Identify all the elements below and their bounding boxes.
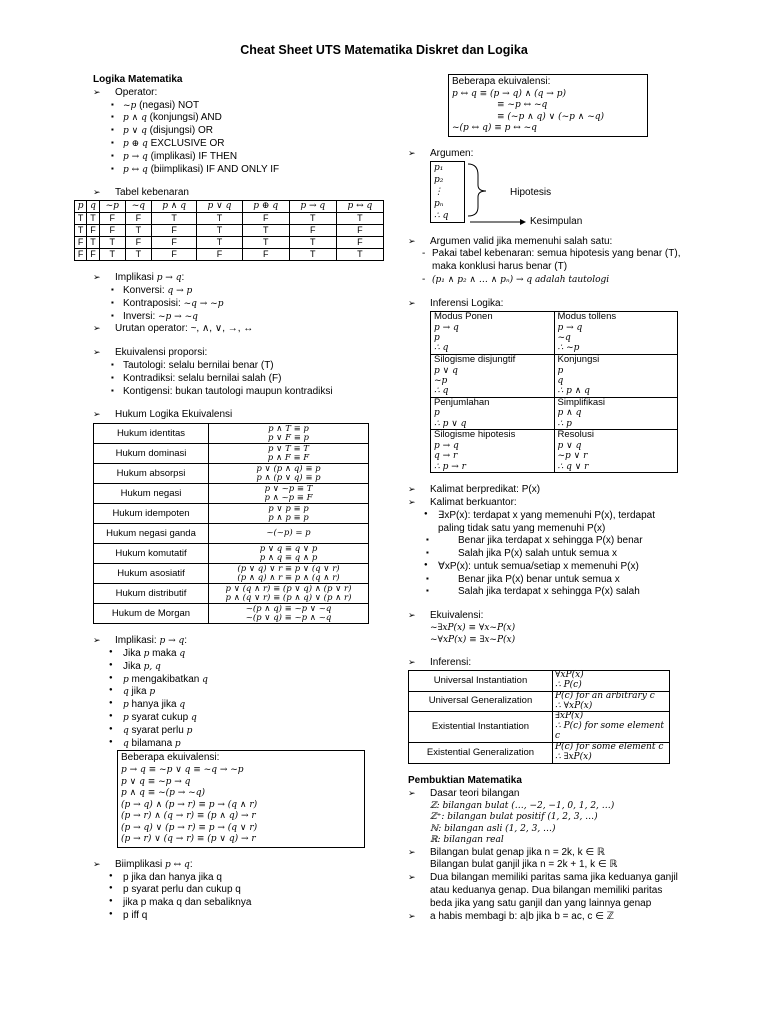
truth-cell: F (75, 237, 87, 249)
box-line: ~(p ↔ q) ≡ p ↔ ~q (452, 123, 537, 134)
law-row (94, 444, 369, 464)
truth-cell: F (75, 249, 87, 261)
section-pembuktian: Pembuktian Matematika (408, 774, 522, 786)
operator-list (93, 87, 375, 177)
truth-cell: T (75, 225, 87, 237)
ekuivalensi-line: ~∀xP(x) ≡ ∃x~P(x) (430, 634, 516, 645)
truth-cell: T (125, 225, 151, 237)
truth-header-cell: p ↔ q (336, 201, 383, 213)
law-name: Hukum dominasi (94, 444, 209, 464)
genap-item: ➢ Bilangan bulat genap jika n = 2k, k ∈ ℝ (408, 847, 683, 860)
truth-cell: T (197, 225, 242, 237)
law-name: Hukum distributif (94, 584, 209, 604)
dasar-line: ℕ: bilangan asli (1, 2, 3, …) (430, 823, 556, 834)
truth-cell: F (87, 249, 99, 261)
law-name: Hukum absorpsi (94, 464, 209, 484)
truth-header-cell: ~q (125, 201, 151, 213)
ganjil-item: Bilangan bulat ganjil jika n = 2k + 1, k ∈ ℝ (430, 859, 618, 871)
rule-cell: Modus Ponen p → q p ∴ q (431, 311, 555, 354)
law-formula: p ∧ T ≡ p p ∨ F ≡ p (209, 424, 369, 444)
right-column (408, 74, 683, 923)
habis-membagi-item: ➢ a habis membagi b: a|b jika b = ac, c ∈ ℤ (408, 911, 683, 924)
implikasi-phrase: ● q bilamana p (93, 738, 375, 751)
box-line: (p → q) ∧ (p → r) ≡ p → (q ∧ r) (121, 799, 258, 810)
rule-cell: Resolusi p ∨ q ~p ∨ r ∴ q ∨ r (554, 430, 678, 473)
ekuivalensi-line: ~∃xP(x) ≡ ∀x~P(x) (430, 623, 516, 634)
law-row (94, 564, 369, 584)
forall-sub: ▪ Salah jika terdapat x sehingga P(x) salah (408, 586, 683, 599)
law-row (94, 484, 369, 504)
truth-cell: T (336, 213, 383, 225)
biimplikasi-box (448, 74, 648, 137)
valid-item: - Pakai tabel kebenaran: semua hipotesis yang benar (T), maka konklusi harus benar (T) (408, 248, 683, 274)
law-name: Hukum komutatif (94, 544, 209, 564)
left-column (77, 74, 375, 923)
inversi-item: ▪ Inversi: ~p → ~q (93, 311, 375, 324)
implikasi-phrase: ● p mengakibatkan q (93, 674, 375, 687)
law-formula: p ∨ p ≡ p p ∧ p ≡ p (209, 504, 369, 524)
truth-table (74, 200, 384, 261)
operator-item: ▪ ~p (negasi) NOT (93, 100, 375, 113)
truth-cell: F (336, 237, 383, 249)
law-row (94, 504, 369, 524)
argumen-heading: ➢ Argumen: (408, 148, 683, 161)
box-line: (p → r) ∧ (q → r) ≡ (p ∧ q) → r (121, 811, 256, 822)
quant-rule-name: Existential Instantiation (409, 712, 553, 743)
implikasi-phrase: ● Jika p maka q (93, 648, 375, 661)
law-formula: ~(p ∧ q) ≡ ~p ∨ ~q ~(p ∨ q) ≡ ~p ∧ ~q (209, 604, 369, 624)
biimplikasi-phrase: ● jika p maka q dan sebaliknya (93, 897, 375, 910)
urutan-operator: ➢ Urutan operator: ~, ∧, ∨, →, ↔ (93, 323, 375, 336)
truth-row (75, 213, 384, 225)
law-name: Hukum de Morgan (94, 604, 209, 624)
valid-item: - (p₁ ∧ p₂ ∧ … ∧ pₙ) → q adalah tautologi (408, 274, 683, 287)
inferensi-heading: ➢ Inferensi Logika: (408, 298, 683, 311)
law-formula: p ∨ (p ∧ q) ≡ p p ∧ (p ∨ q) ≡ p (209, 464, 369, 484)
box-line: (p → r) ∨ (q → r) ≡ (p ∨ q) → r (121, 834, 256, 845)
truth-cell: F (125, 237, 151, 249)
forall-sub: ▪ Benar jika P(x) benar untuk semua x (408, 574, 683, 587)
kontraposisi-item: ▪ Kontraposisi: ~q → ~p (93, 298, 375, 311)
truth-cell: T (197, 237, 242, 249)
truth-header-cell: q (87, 201, 99, 213)
box-line: p → q ≡ ~p ∨ q ≡ ~q → ~p (121, 765, 244, 776)
implikasi-phrase: ● q jika p (93, 686, 375, 699)
rule-row (431, 430, 678, 473)
implikasi-phrase: ● Jika p, q (93, 661, 375, 674)
page-title: Cheat Sheet UTS Matematika Diskret dan Logika (240, 43, 528, 57)
truth-cell: T (289, 237, 336, 249)
quant-row (409, 743, 670, 764)
law-name: Hukum idempoten (94, 504, 209, 524)
law-row (94, 604, 369, 624)
truth-header-cell: p ⊕ q (242, 201, 289, 213)
inference-rules-table (430, 311, 678, 473)
dasar-line: ℤ⁺: bilangan bulat positif (1, 2, 3, …) (430, 812, 598, 823)
biimplikasi-phrase: ● p jika dan hanya jika q (93, 872, 375, 885)
kuantor-heading: ➢ Kalimat berkuantor: (408, 497, 683, 510)
truth-row (75, 249, 384, 261)
hipotesis-label: Hipotesis (510, 186, 552, 198)
box-line: p ∧ q ≡ ~(p → ~q) (121, 788, 205, 799)
quant-rule-formula: ∀xP(x) ∴ P(c) (553, 670, 670, 691)
laws-table (93, 423, 369, 624)
box-line: (p → q) ∨ (p → r) ≡ p → (q ∨ r) (121, 822, 258, 833)
truth-cell: F (336, 225, 383, 237)
rule-cell: Modus tollens p → q ~q ∴ ~p (554, 311, 678, 354)
truth-cell: F (197, 249, 242, 261)
truth-cell: T (99, 249, 125, 261)
truth-cell: F (151, 237, 196, 249)
operator-item: ▪ p ↔ q (biimplikasi) IF AND ONLY IF (93, 164, 375, 177)
law-formula: ~(~p) = p (209, 524, 369, 544)
paritas-item: ➢ Dua bilangan memiliki paritas sama jika keduanya ganjil atau keduanya genap. Dua bilangan memiliki paritas beda jika yang satu ganjil dan yang lainnya genap (408, 872, 683, 910)
law-formula: p ∨ (q ∧ r) ≡ (p ∨ q) ∧ (p ∨ r) p ∧ (q ∨ r) ≡ (p ∧ q) ∨ (p ∧ r) (209, 584, 369, 604)
truth-cell: T (75, 213, 87, 225)
operator-item: ▪ p ∧ q (konjungsi) AND (93, 112, 375, 125)
truth-cell: T (197, 213, 242, 225)
truth-cell: T (87, 213, 99, 225)
quantifier-inference-table (408, 670, 670, 764)
argumen-diagram (430, 161, 683, 225)
truth-cell: F (242, 213, 289, 225)
operator-item: ▪ p ∨ q (disjungsi) OR (93, 125, 375, 138)
truth-cell: F (99, 225, 125, 237)
dasar-heading: ➢ Dasar teori bilangan (408, 788, 683, 801)
ekuivalensi-heading: ➢ Ekuivalensi proporsi: (93, 347, 375, 360)
law-row (94, 584, 369, 604)
law-row (94, 524, 369, 544)
truth-table-heading: ➢ Tabel kebenaran (93, 187, 375, 200)
box-line: ≡ ~p ↔ ~q (497, 100, 548, 111)
exists-sub: ▪ Benar jika terdapat x sehingga P(x) benar (408, 535, 683, 548)
biimplikasi-phrase: ● p iff q (93, 910, 375, 923)
truth-cell: F (125, 213, 151, 225)
truth-row (75, 237, 384, 249)
inferensi2-heading: ➢ Inferensi: (408, 657, 683, 670)
truth-cell: F (151, 249, 196, 261)
dasar-line: ℝ: bilangan real (430, 835, 504, 846)
truth-cell: F (289, 225, 336, 237)
law-formula: (p ∨ q) ∨ r ≡ p ∨ (q ∨ r) (p ∧ q) ∧ r ≡ p ∧ (q ∧ r) (209, 564, 369, 584)
law-name: Hukum negasi ganda (94, 524, 209, 544)
truth-cell: F (242, 249, 289, 261)
biimplikasi-phrase: ● p syarat perlu dan cukup q (93, 884, 375, 897)
implikasi-heading: ➢ Implikasi p → q: (93, 272, 375, 285)
forall-item: ● ∀xP(x): untuk semua/setiap x memenuhi P(x) (408, 561, 683, 574)
quant-rule-name: Universal Generalization (409, 691, 553, 712)
quant-rule-name: Universal Instantiation (409, 670, 553, 691)
law-name: Hukum negasi (94, 484, 209, 504)
truth-cell: F (87, 225, 99, 237)
truth-cell: T (242, 225, 289, 237)
implikasi-phrase: ● p syarat cukup q (93, 712, 375, 725)
konversi-item: ▪ Konversi: q → p (93, 285, 375, 298)
exists-item: ● ∃xP(x): terdapat x yang memenuhi P(x), terdapat paling tidak satu yang memenuhi P(x) (408, 510, 683, 536)
truth-row (75, 225, 384, 237)
ekuivalensi2-heading: ➢ Ekuivalensi: (408, 610, 683, 623)
truth-header-cell: p ∧ q (151, 201, 196, 213)
law-name: Hukum asosiatif (94, 564, 209, 584)
rule-cell: Silogisme disjungtif p ∨ q ~p ∴ q (431, 354, 555, 397)
quant-rule-formula: P(c) for some element c ∴ ∃xP(x) (553, 743, 670, 764)
rule-cell: Silogisme hipotesis p → q q → r ∴ p → r (431, 430, 555, 473)
law-name: Hukum identitas (94, 424, 209, 444)
truth-header-cell: p ∨ q (197, 201, 242, 213)
valid-heading: ➢ Argumen valid jika memenuhi salah satu: (408, 236, 683, 249)
box-line: p ∨ q ≡ ~p → q (121, 776, 191, 787)
tautologi-item: ▪ Tautologi: selalu bernilai benar (T) (93, 360, 375, 373)
section-logika: Logika Matematika (93, 74, 183, 85)
truth-cell: T (87, 237, 99, 249)
quant-rule-formula: ∃xP(x) ∴ P(c) for some element c (553, 712, 670, 743)
law-formula: p ∨ T ≡ T p ∧ F ≡ F (209, 444, 369, 464)
exists-sub: ▪ Salah jika P(x) salah untuk semua x (408, 548, 683, 561)
dasar-line: ℤ: bilangan bulat (…, −2, −1, 0, 1, 2, …) (430, 800, 615, 811)
box-line: ≡ (~p ∧ q) ∨ (~p ∧ ~q) (497, 111, 605, 122)
rule-cell: Penjumlahan p ∴ p ∨ q (431, 397, 555, 430)
truth-cell: T (336, 249, 383, 261)
box-title: Beberapa ekuivalensi: (121, 752, 220, 764)
law-row (94, 424, 369, 444)
predikat-item: ➢ Kalimat berpredikat: P(x) (408, 484, 683, 497)
quant-row (409, 691, 670, 712)
argumen-box: p₁ p₂ ⋮ pₙ ∴ q (430, 161, 465, 223)
implikasi2-heading: ➢ Implikasi: p → q: (93, 635, 375, 648)
biimplikasi-heading: ➢ Biimplikasi p ↔ q: (93, 859, 375, 872)
implikasi-phrase: ● p hanya jika q (93, 699, 375, 712)
law-formula: p ∨ ~p ≡ T p ∧ ~p ≡ F (209, 484, 369, 504)
quant-row (409, 712, 670, 743)
law-row (94, 544, 369, 564)
quant-row (409, 670, 670, 691)
kontradiksi-item: ▪ Kontradiksi: selalu bernilai salah (F) (93, 373, 375, 386)
rule-row (431, 311, 678, 354)
rule-row (431, 354, 678, 397)
quant-rule-formula: P(c) for an arbitrary c ∴ ∀xP(x) (553, 691, 670, 712)
box-title: Beberapa ekuivalensi: (452, 76, 551, 87)
truth-cell: T (289, 249, 336, 261)
law-formula: p ∨ q ≡ q ∨ p p ∧ q ≡ q ∧ p (209, 544, 369, 564)
law-row (94, 464, 369, 484)
truth-header-cell: ~p (99, 201, 125, 213)
implikasi-ekuivalensi-box (117, 750, 365, 847)
kesimpulan-label: Kesimpulan (530, 215, 583, 227)
truth-cell: F (99, 213, 125, 225)
truth-header-cell: p → q (289, 201, 336, 213)
operator-heading: ➢ Operator: (93, 87, 375, 100)
truth-cell: F (151, 225, 196, 237)
operator-item: ▪ p ⊕ q EXCLUSIVE OR (93, 138, 375, 151)
truth-cell: T (289, 213, 336, 225)
truth-cell: T (125, 249, 151, 261)
implikasi-phrase: ● q syarat perlu p (93, 725, 375, 738)
truth-cell: T (242, 237, 289, 249)
rule-cell: Simplifikasi p ∧ q ∴ p (554, 397, 678, 430)
operator-item: ▪ p → q (implikasi) IF THEN (93, 151, 375, 164)
hukum-heading: ➢ Hukum Logika Ekuivalensi (93, 409, 375, 422)
kontigensi-item: ▪ Kontigensi: bukan tautologi maupun kontradiksi (93, 386, 375, 399)
rule-cell: Konjungsi p q ∴ p ∧ q (554, 354, 678, 397)
truth-cell: T (151, 213, 196, 225)
truth-header-cell: p (75, 201, 87, 213)
box-line: p ↔ q ≡ (p → q) ∧ (q → p) (452, 88, 566, 99)
rule-row (431, 397, 678, 430)
quant-rule-name: Existential Generalization (409, 743, 553, 764)
truth-cell: T (99, 237, 125, 249)
